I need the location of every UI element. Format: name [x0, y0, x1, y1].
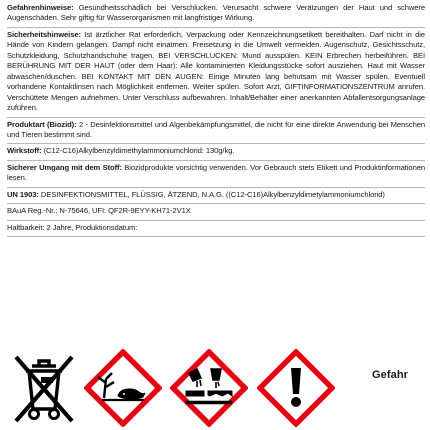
exclamation-mark-icon [257, 349, 335, 427]
product-type [7, 118, 425, 145]
shelf-life [7, 221, 425, 237]
precautionary-statements-text: Ist ärztlicher Rat erforderlich, Verpackung oder Kennzeichnungsetikett bereithalten. Darf nicht in die Hände von Kindern gelangen. Dampf nicht einatmen. Freisetzung in die Umwelt vermeiden. Augenschutz, Gesichtsschutz, Schutzkleidung, Schutzhandschuhe tragen. BEI VERSCHLUCKEN: Mund ausspülen. KEIN Erbrechen herbeiführen. BEI BERÜHRUNG MIT DER HAUT (oder dem Haar): Alle kontaminierten Kleidungsstücke sofort ausziehen. Haut mit Wasser abwaschen/duschen. BEI KONTAKT MIT DEN AUGEN: Einige Minuten lang behutsam mit Wasser spülen. Eventuell vorhandene Kontaktlinsen nach Möglichkeit entfernen. Weiter spülen. Sofort Arzt, GIFTINFORMATIONSZENTRUM anrufen. Verschüttete Mengen aufnehmen. Unter Verschluss aufbewahren. Inhalt/Behälter einer anerkannten Abfallentsorgungsanlage zuführen. [7, 29, 425, 113]
safe-handling-label: Sicherer Umgang mit dem Stoff: [7, 162, 122, 172]
un-number-text: DESINFEKTIONSMITTEL, FLÜSSIG, ÄTZEND, N.A.G. ((C12-C16)Alkylbenzyldimetylammoniumchlorid) [38, 189, 385, 199]
shelf-life-text: Haltbarkeit: 2 Jahre, Produktionsdatum: [7, 222, 138, 232]
hazard-statements-label: Gefahrenhinweise: [7, 3, 74, 12]
un-number-label: UN 1903: [7, 189, 39, 199]
registration-number [7, 204, 425, 220]
environment-hazard-icon [84, 349, 162, 427]
label-text-area [7, 0, 425, 237]
safe-handling-text: Biozidprodukte vorsichtig verwenden. Vor Gebrauch stets Etikett und Produktinformationen lesen. [7, 162, 425, 183]
signal-word: Gefahr [372, 369, 409, 381]
active-substance [7, 144, 425, 160]
registration-number-text: BAuA Reg.-Nr.: N-75646, UFI: QF2R-9EYY-KH71-2V1X [7, 206, 191, 216]
product-type-label: Produktart (Biozid): [7, 119, 77, 129]
active-substance-text: (C12-C16)Alkylbenzyldimethylammoniumchlorid: 130g/kg. [41, 146, 235, 156]
product-type-text: 2 - Desinfektionsmittel und Algenbekämpfungsmittel, die nicht für eine direkte Anwendung bei Menschen und Tieren bestimmt sind. [7, 119, 425, 139]
pictogram-row [4, 347, 430, 427]
active-substance-label: Wirkstoff: [7, 146, 42, 156]
precautionary-statements-label: Sicherheitshinweise: [7, 29, 81, 39]
un-number [7, 188, 425, 204]
hazard-statements-text: Gesundheitsschädlich bei Verschlucken. Verursacht schwere Verätzungen der Haut und schwere Augenschäden. Sehr giftig für Wasserorganismen mit langfristiger Wirkung. [7, 3, 425, 23]
safe-handling [7, 161, 425, 188]
hazard-statements [7, 0, 425, 28]
corrosive-icon [170, 349, 248, 427]
crossed-out-wheeled-bin-icon [12, 353, 76, 425]
precautionary-statements [7, 28, 425, 118]
